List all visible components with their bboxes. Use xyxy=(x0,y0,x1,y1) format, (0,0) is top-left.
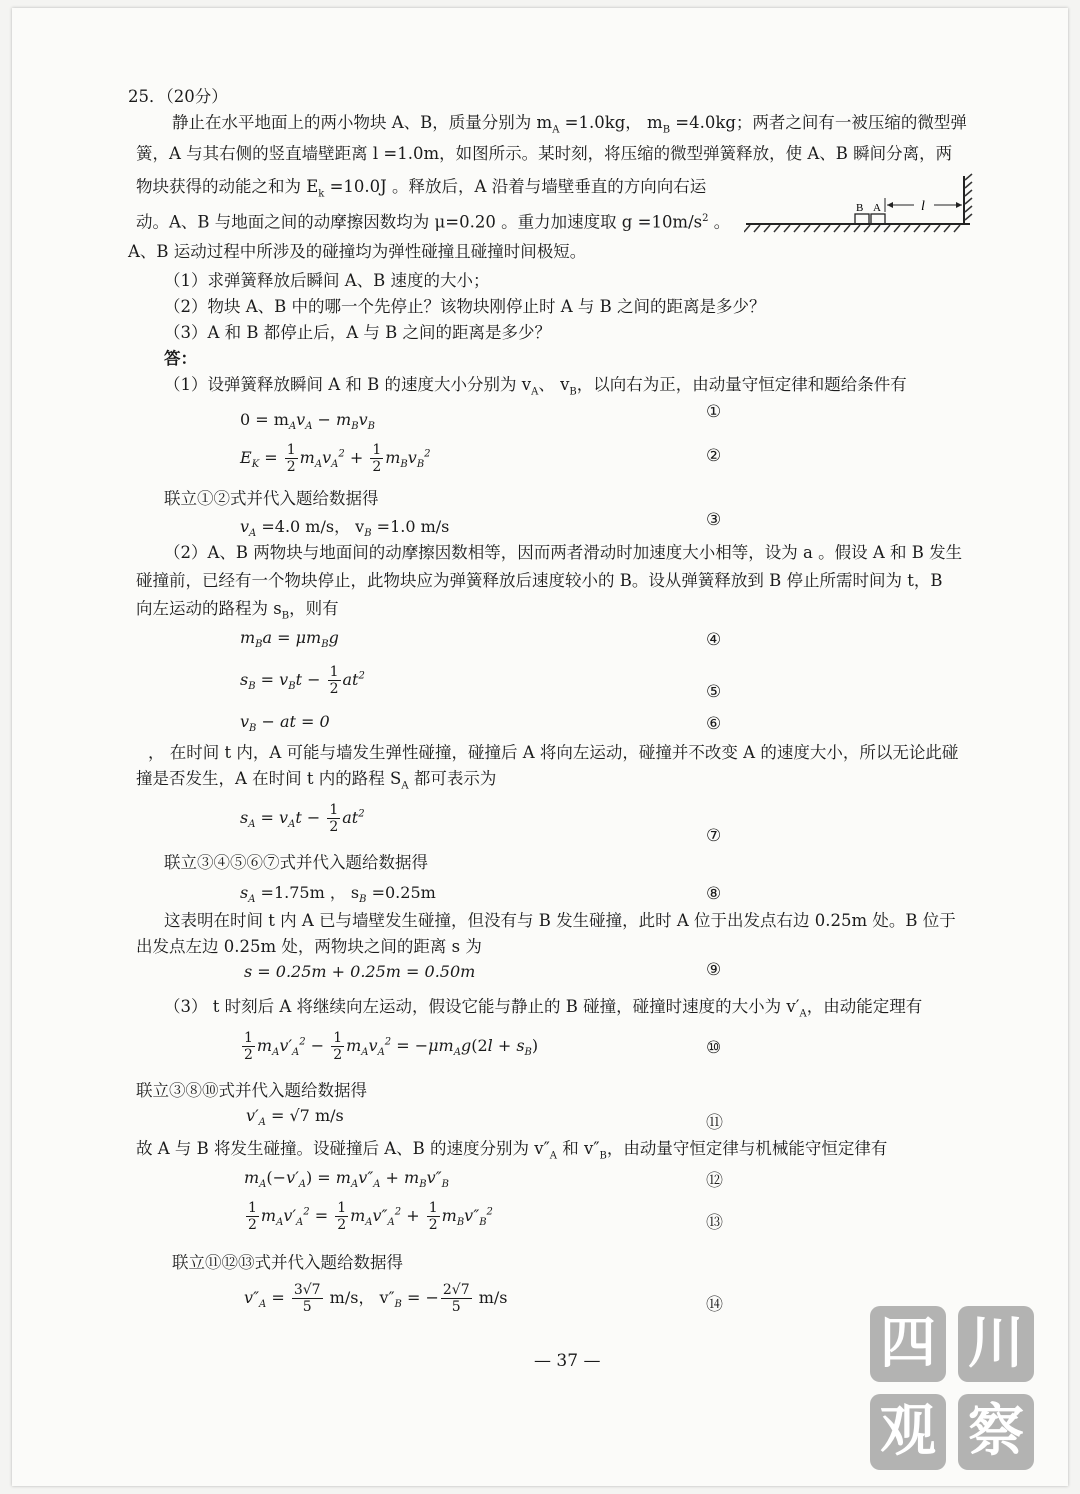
block-a xyxy=(871,214,885,224)
solution-part3-line-1: （3） t 时刻后 A 将继续向左运动，假设它能与静止的 B 碰撞，碰撞时速度的大小为 $v'_A$，由动能定理有 xyxy=(164,997,923,1020)
question-paragraph-line-1: 静止在水平地面上的两小物块 A、B，质量分别为 $m_A =1.0kg$， $m_B =4.0kg$；两者之间有一被压缩的微型弹 xyxy=(172,113,967,136)
marker-4: ④ xyxy=(706,630,722,650)
equation-6: $v_B$ − at = 0 xyxy=(240,712,330,735)
marker-7: ⑦ xyxy=(706,826,722,846)
marker-10: ⑩ xyxy=(706,1038,722,1058)
wall-blocks-figure xyxy=(744,172,976,238)
equation-10: $\frac{1}{2}$ $m_Av'_A^2$ − $\frac{1}{2}$ $m_Av_A^2 = -\mu m_Ag(2l + s_B)$ xyxy=(244,1030,539,1063)
watermark-char-1: 四 xyxy=(870,1306,946,1382)
question-paragraph-line-4: 动。A、B 与地面之间的动摩擦因数均为 μ=0.20 。重力加速度取 $g =10m/s^2$ 。 xyxy=(136,212,731,232)
solution-part2-line-4: ， 在时间 t 内，A 可能与墙发生弹性碰撞，碰撞后 A 将向左运动，碰撞并不改变 A 的速度大小，所以无论此碰 xyxy=(148,743,959,762)
block-b-label: B xyxy=(856,202,864,214)
marker-8: ⑧ xyxy=(706,884,722,904)
solution-part2-line-2: 碰撞前，已经有一个物块停止，此物块应为弹簧释放后速度较小的 B。设从弹簧释放到 B 停止所需时间为 t，B xyxy=(136,571,943,590)
marker-11: ⑪ xyxy=(706,1113,723,1133)
solution-part2-line-7: 出发点左边 0.25m 处，两物块之间的距离 s 为 xyxy=(136,937,482,956)
equation-14: $v''_A$ = $\frac{3√7}{5}$ m/s， $v''_B$ = − $\frac{2√7}{5}$ m/s xyxy=(244,1282,508,1315)
combine-line-2: 联立③④⑤⑥⑦式并代入题给数据得 xyxy=(164,853,428,872)
marker-5: ⑤ xyxy=(706,682,722,702)
equation-8: $s_A =1.75m$ ， $s_B =0.25m$ xyxy=(240,883,436,906)
question-paragraph-line-3: 物块获得的动能之和为 $E_k =10.0J$ 。释放后，A 沿着与墙壁垂直的方向向右运 xyxy=(136,177,707,200)
equation-3: $v_A =4.0$ m/s， $v_B =1.0$ m/s xyxy=(240,517,450,540)
solution-part2-line-3: 向左运动的路程为 $s_B$，则有 xyxy=(136,599,339,622)
equation-1: $0 = m_Av_A - m_Bv_B$ xyxy=(240,410,375,433)
question-header: 25．（20分） xyxy=(128,87,228,106)
equation-13: $\frac{1}{2}$ $m_Av'_A^2$ = $\frac{1}{2}$ $m_Av''_A^2$ + $\frac{1}{2}$ $m_Bv''_B^2$ xyxy=(248,1200,493,1233)
combine-line-3: 联立③⑧⑩式并代入题给数据得 xyxy=(136,1081,367,1100)
sichuan-observer-watermark-logo xyxy=(866,1302,1048,1484)
equation-7: $s_A = v_At$ − $\frac{1}{2}$ $at^2$ xyxy=(240,802,365,835)
watermark-char-2: 川 xyxy=(958,1306,1034,1382)
block-a-label: A xyxy=(873,202,881,214)
watermark-char-3: 观 xyxy=(870,1394,946,1470)
page-number: — 37 — xyxy=(534,1351,601,1371)
distance-l-label: l xyxy=(921,199,925,214)
equation-2: $E_K$ = $\frac{1}{2}$ $m_Av_A^2$ + $\frac{1}{2}$ $m_Bv_B^2$ xyxy=(240,442,431,475)
marker-1: ① xyxy=(706,402,722,422)
equation-11: $v'_A = √7$ m/s xyxy=(246,1106,344,1129)
marker-3: ③ xyxy=(706,510,722,530)
combine-line-4: 联立⑪⑫⑬式并代入题给数据得 xyxy=(172,1253,403,1272)
marker-13: ⑬ xyxy=(706,1213,723,1233)
block-b xyxy=(855,214,869,224)
answer-label: 答： xyxy=(164,349,197,368)
solution-part2-line-5: 撞是否发生，A 在时间 t 内的路程 $S_A$ 都可表示为 xyxy=(136,769,497,792)
equation-9: s = 0.25m + 0.25m = 0.50m xyxy=(244,962,476,981)
marker-14: ⑭ xyxy=(706,1295,723,1315)
marker-6: ⑥ xyxy=(706,714,722,734)
sub-question-3: （3）A 和 B 都停止后，A 与 B 之间的距离是多少？ xyxy=(164,323,552,342)
marker-9: ⑨ xyxy=(706,960,722,980)
watermark-char-4: 察 xyxy=(958,1394,1034,1470)
question-paragraph-line-2: 簧，A 与其右侧的竖直墙壁距离 l =1.0m，如图所示。某时刻，将压缩的微型弹簧释放，使 A、B 瞬间分离，两 xyxy=(136,144,953,163)
equation-4: $m_Ba = \mu m_Bg$ xyxy=(240,628,339,651)
marker-12: ⑫ xyxy=(706,1171,723,1191)
question-paragraph-line-5: A、B 运动过程中所涉及的碰撞均为弹性碰撞且碰撞时间极短。 xyxy=(128,242,587,261)
sub-question-1: （1）求弹簧释放后瞬间 A、B 速度的大小； xyxy=(164,271,490,290)
combine-line-1: 联立①②式并代入题给数据得 xyxy=(164,489,379,508)
equation-5: $s_B = v_Bt$ − $\frac{1}{2}$ $at^2$ xyxy=(240,664,365,697)
solution-part3-line-2: 故 A 与 B 将发生碰撞。设碰撞后 A、B 的速度分别为 $v''_A$ 和 $v''_B$，由动量守恒定律与机械能守恒定律有 xyxy=(136,1139,888,1162)
sub-question-2: （2）物块 A、B 中的哪一个先停止？该物块刚停止时 A 与 B 之间的距离是多少？ xyxy=(164,297,766,316)
solution-part1-intro: （1）设弹簧释放瞬间 A 和 B 的速度大小分别为 $v_A$、 $v_B$，以向右为正，由动量守恒定律和题给条件有 xyxy=(164,375,907,398)
solution-part2-line-6: 这表明在时间 t 内 A 已与墙壁发生碰撞，但没有与 B 发生碰撞，此时 A 位于出发点右边 0.25m 处。B 位于 xyxy=(164,911,956,930)
equation-12: $m_A(-v'_A) = m_Av''_A + m_Bv''_B$ xyxy=(244,1168,449,1191)
marker-2: ② xyxy=(706,446,722,466)
solution-part2-line-1: （2）A、B 两物块与地面间的动摩擦因数相等，因而两者滑动时加速度大小相等，设为 a 。假设 A 和 B 发生 xyxy=(164,543,963,562)
